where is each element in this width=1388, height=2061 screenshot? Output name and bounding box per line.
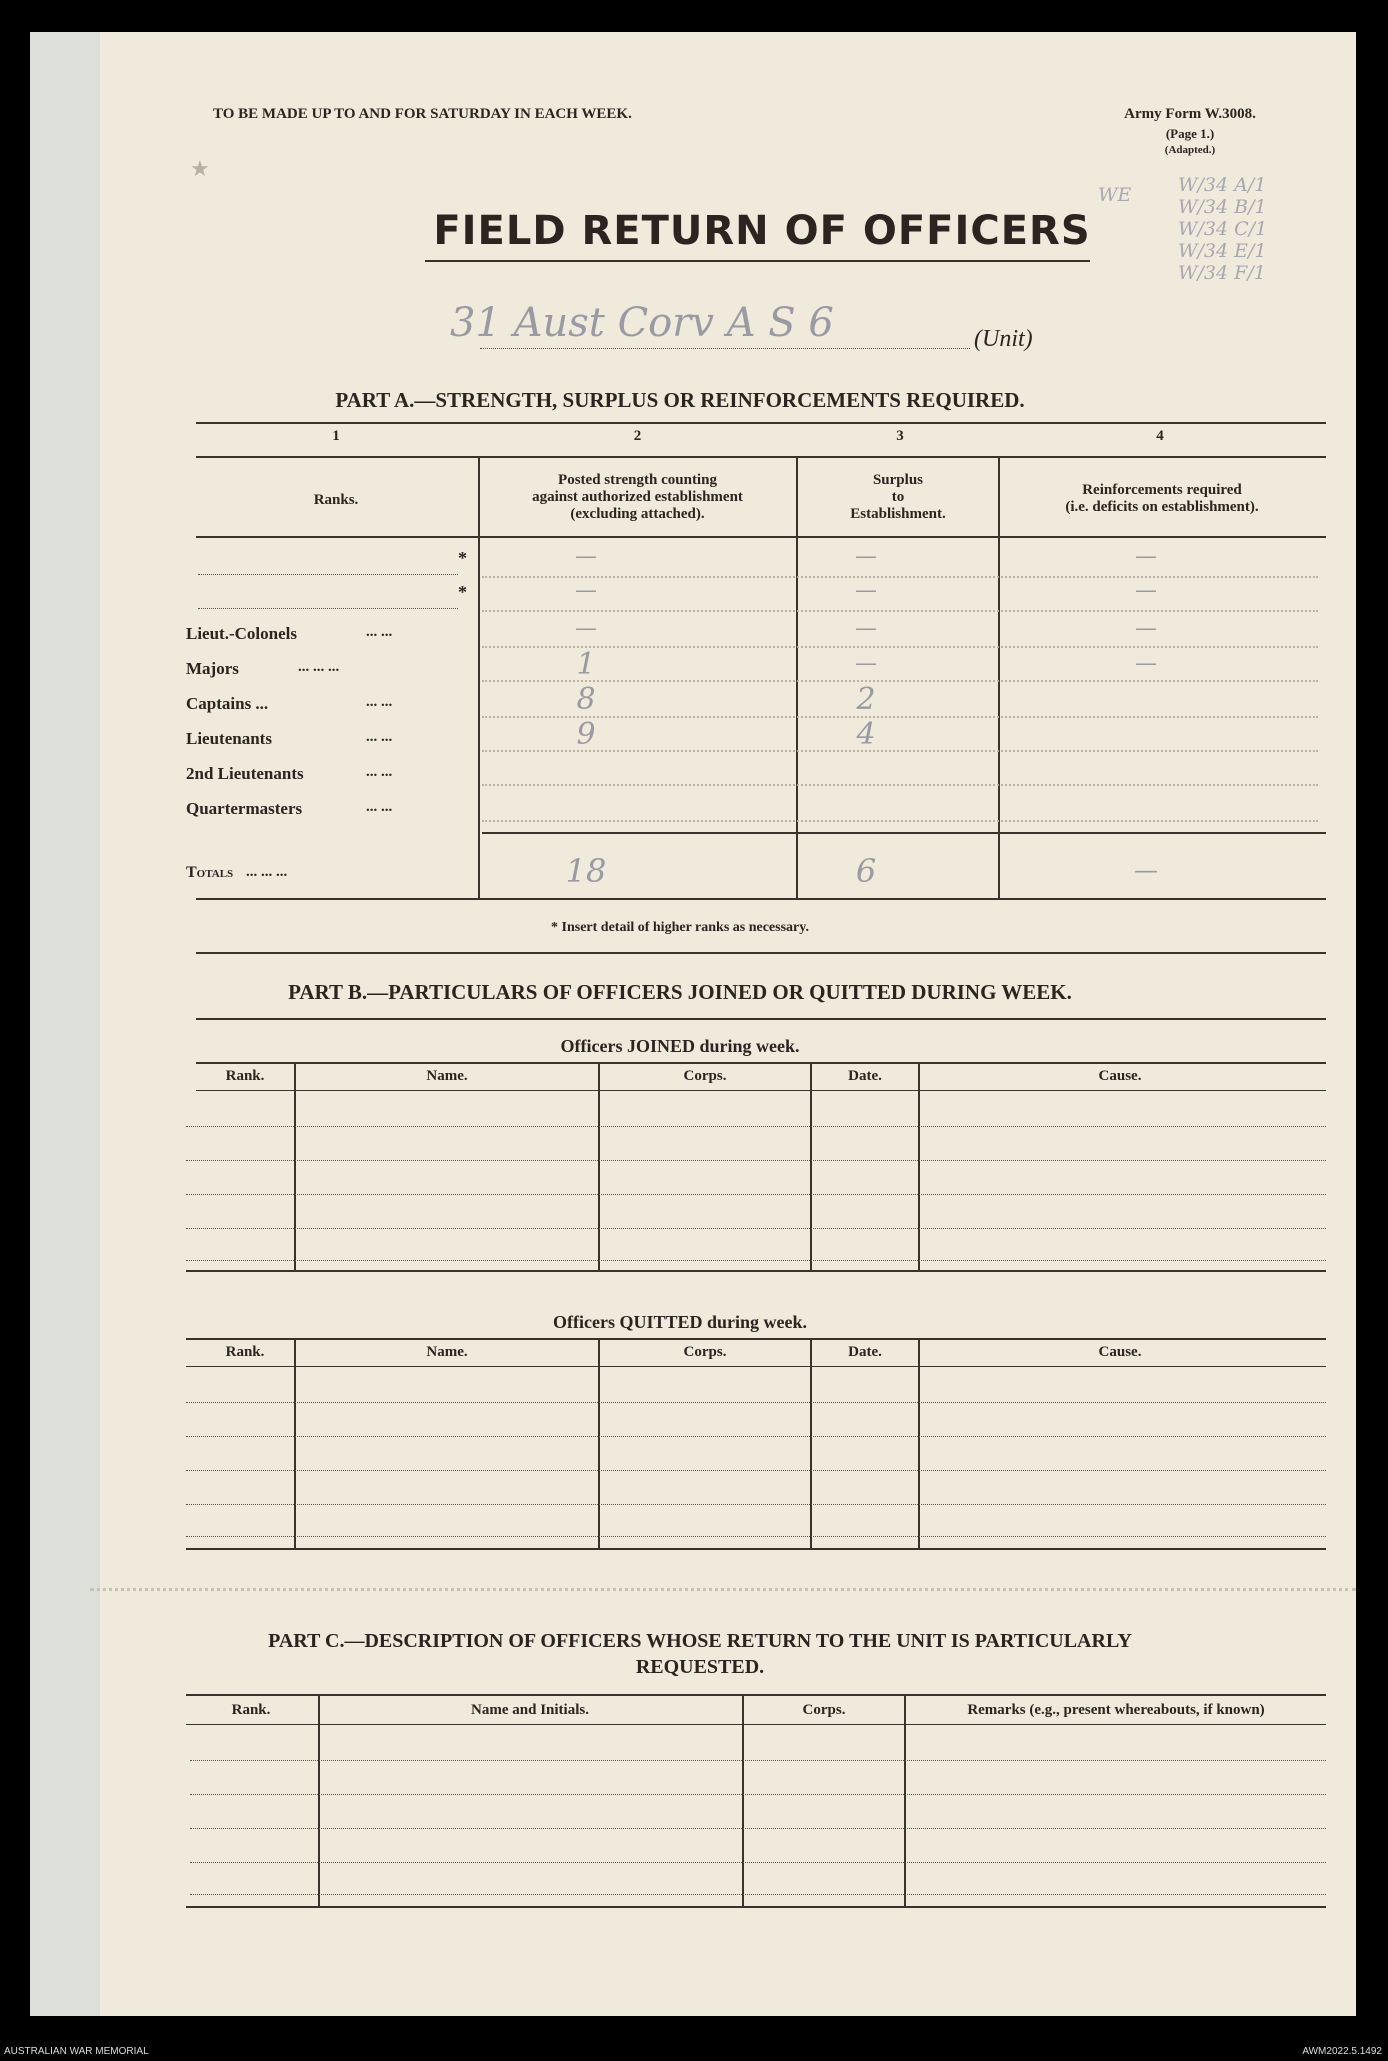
row-rule (482, 646, 1318, 648)
part-c-title (170, 1628, 1230, 1680)
joined-vline (294, 1062, 296, 1270)
joined-col-name: Name. (426, 1068, 468, 1084)
joined-row-rule (186, 1228, 1326, 1229)
reinforcements-value: — (1135, 651, 1157, 676)
totals-label: Totals (186, 864, 234, 881)
totals-leader-dots: ... ... ... (246, 864, 288, 880)
header-reinf-line: (i.e. deficits on establishment). (1065, 499, 1259, 515)
page-edge-strip (30, 32, 100, 2016)
surplus-value: 4 (856, 717, 876, 752)
part-a-body-top-rule (196, 536, 1326, 538)
rank-label: 2nd Lieutenants (186, 764, 304, 783)
totals-surplus: 6 (855, 852, 877, 890)
quitted-row-rule (186, 1504, 1326, 1505)
surplus-value: — (855, 578, 877, 603)
joined-row-rule (186, 1194, 1326, 1195)
totals-posted: 18 (565, 852, 607, 890)
row-rule (482, 820, 1318, 822)
header-posted-strength (480, 472, 795, 523)
joined-col-corps: Corps. (683, 1068, 727, 1084)
joined-row-rule (186, 1260, 1326, 1261)
form-page (30, 32, 1356, 2016)
part-a-top-rule (196, 422, 1326, 424)
header-surplus-line: Establishment. (850, 506, 946, 522)
part-a-footnote: * Insert detail of higher ranks as necessary. (551, 920, 809, 935)
quitted-col-date: Date. (848, 1344, 882, 1360)
quitted-bottom-rule (186, 1548, 1326, 1550)
joined-col-rank: Rank. (225, 1068, 265, 1084)
rank-label: Quartermasters (186, 799, 303, 818)
quitted-row-rule (186, 1402, 1326, 1403)
stamp-entry: W/34 A/1 (1178, 174, 1267, 196)
archive-reference: AWM2022.5.1492 (1302, 2046, 1382, 2057)
posted-value: — (575, 544, 597, 569)
part-c-row-rule (190, 1894, 1326, 1895)
stamp-entry: W/34 B/1 (1178, 196, 1267, 218)
page-label: (Page 1.) (1165, 126, 1215, 141)
part-c-vline (742, 1694, 744, 1906)
quitted-row-rule (186, 1470, 1326, 1471)
part-c-col-rank: Rank. (231, 1702, 271, 1718)
unit-handwriting: 31 Aust Corv A S 6 (450, 300, 834, 346)
quitted-title: Officers QUITTED during week. (553, 1312, 807, 1332)
part-c-vline (904, 1694, 906, 1906)
quitted-vline (810, 1338, 812, 1548)
part-c-vline (318, 1694, 320, 1906)
rank-leader-dots: ... ... (366, 729, 393, 745)
part-c-title-line: REQUESTED. (635, 1656, 765, 1678)
rank-leader-dots: ... ... (366, 694, 393, 710)
posted-value: 8 (576, 682, 596, 717)
surplus-value: 2 (856, 682, 876, 717)
embossed-mark: ★ (190, 156, 210, 181)
part-c-row-rule (190, 1760, 1326, 1761)
header-surplus-line: to (891, 489, 905, 505)
part-c-bottom-rule (186, 1906, 1326, 1908)
joined-bottom-rule (186, 1270, 1326, 1272)
quitted-col-name: Name. (426, 1344, 468, 1360)
rank-label: Majors (186, 659, 239, 678)
part-b-top-rule (196, 1018, 1326, 1020)
header-surplus (800, 472, 996, 523)
reinforcements-value: — (1135, 616, 1157, 641)
quitted-row-rule (186, 1436, 1326, 1437)
part-a-bottom-rule (196, 898, 1326, 900)
archive-credit: AUSTRALIAN WAR MEMORIAL (4, 2046, 149, 2057)
joined-vline (598, 1062, 600, 1270)
surplus-value: — (855, 544, 877, 569)
adapted-label: (Adapted.) (1164, 144, 1216, 156)
rank-leader-dots: ... ... (366, 799, 393, 815)
margin-stamp (1178, 174, 1298, 284)
row-rule (482, 784, 1318, 786)
part-b-title: PART B.—PARTICULARS OF OFFICERS JOINED OR QUITTED DURING WEEK. (288, 980, 1072, 1004)
instruction-text: TO BE MADE UP TO AND FOR SATURDAY IN EACH WEEK. (213, 106, 632, 122)
quitted-col-rank: Rank. (225, 1344, 265, 1360)
row-rule (482, 750, 1318, 752)
surplus-value: — (855, 616, 877, 641)
joined-header-top-rule (196, 1062, 1326, 1064)
margin-stamp-prefix: WE (1098, 184, 1132, 206)
header-posted-line: against authorized establishment (532, 489, 743, 505)
part-c-header-bottom-rule (186, 1724, 1326, 1725)
joined-vline (918, 1062, 920, 1270)
rank-dotted-line (198, 574, 458, 575)
posted-value: — (575, 578, 597, 603)
header-reinf-line: Reinforcements required (1082, 482, 1242, 498)
header-reinforcements (1002, 482, 1322, 516)
part-a-totals-rule (482, 832, 1326, 834)
col-number-2: 2 (633, 428, 642, 444)
row-marker: * (458, 582, 467, 602)
strength-row (196, 580, 1326, 614)
rank-label: Lieut.-Colonels (186, 624, 297, 643)
rank-leader-dots: ... ... ... (298, 659, 340, 675)
quitted-header-top-rule (186, 1338, 1326, 1340)
header-posted-line: (excluding attached). (570, 506, 705, 522)
posted-value: 1 (576, 647, 596, 682)
header-posted-line: Posted strength counting (558, 472, 717, 488)
reinforcements-value: — (1135, 578, 1157, 603)
strength-row (196, 546, 1326, 580)
part-c-col-name: Name and Initials. (471, 1702, 589, 1718)
posted-value: 9 (576, 717, 596, 752)
part-c-row-rule (190, 1828, 1326, 1829)
joined-title: Officers JOINED during week. (560, 1036, 800, 1056)
stamp-entry: W/34 E/1 (1178, 240, 1267, 262)
joined-row-rule (186, 1126, 1326, 1127)
joined-header-bottom-rule (196, 1090, 1326, 1091)
header-surplus-line: Surplus (872, 472, 924, 488)
row-rule (482, 716, 1318, 718)
posted-value: — (575, 616, 597, 641)
part-a-header-rule (196, 456, 1326, 458)
col-number-4: 4 (1156, 428, 1164, 444)
rank-label: Lieutenants (186, 729, 272, 748)
form-number: Army Form W.3008. (1124, 106, 1256, 122)
surplus-value: — (855, 651, 877, 676)
joined-row-rule (186, 1160, 1326, 1161)
reinforcements-value: — (1135, 544, 1157, 569)
row-rule (482, 576, 1318, 578)
row-rule (482, 680, 1318, 682)
quitted-row-rule (186, 1536, 1326, 1537)
rank-leader-dots: ... ... (366, 764, 393, 780)
part-c-row-rule (190, 1862, 1326, 1863)
col-number-1: 1 (332, 428, 340, 444)
part-a-footnote-rule (196, 952, 1326, 954)
quitted-header-bottom-rule (186, 1366, 1326, 1367)
part-c-title-line: PART C.—DESCRIPTION OF OFFICERS WHOSE RETURN TO THE UNIT IS PARTICULARLY (268, 1630, 1132, 1652)
part-c-row-rule (190, 1794, 1326, 1795)
quitted-col-corps: Corps. (683, 1344, 727, 1360)
stamp-entry: W/34 C/1 (1178, 218, 1268, 240)
quitted-vline (918, 1338, 920, 1548)
part-a-title: PART A.—STRENGTH, SURPLUS OR REINFORCEMENTS REQUIRED. (335, 388, 1025, 412)
rank-leader-dots: ... ... (366, 624, 393, 640)
col-number-3: 3 (896, 428, 904, 444)
row-rule (482, 610, 1318, 612)
quitted-vline (598, 1338, 600, 1548)
page-title: FIELD RETURN OF OFFICERS (433, 208, 1091, 254)
rank-label: Captains ... (186, 694, 269, 713)
totals-row (186, 852, 1326, 892)
perforation-line (90, 1588, 1356, 1591)
title-underline (425, 260, 1090, 262)
joined-col-date: Date. (848, 1068, 882, 1084)
joined-col-cause: Cause. (1098, 1068, 1142, 1084)
strength-row (186, 758, 1326, 792)
stamp-entry: W/34 F/1 (1178, 262, 1266, 284)
part-c-col-remarks: Remarks (e.g., present whereabouts, if known) (967, 1702, 1265, 1718)
quitted-vline (294, 1338, 296, 1548)
part-c-top-rule (186, 1694, 1326, 1696)
header-ranks: Ranks. (313, 492, 359, 508)
part-c-col-corps: Corps. (802, 1702, 846, 1718)
quitted-col-cause: Cause. (1098, 1344, 1142, 1360)
row-marker: * (458, 548, 467, 568)
unit-label: (Unit) (974, 326, 1033, 352)
joined-vline (810, 1062, 812, 1270)
rank-dotted-line (198, 608, 458, 609)
unit-dotted-line (480, 348, 970, 349)
totals-reinforcements: — (1134, 856, 1158, 884)
